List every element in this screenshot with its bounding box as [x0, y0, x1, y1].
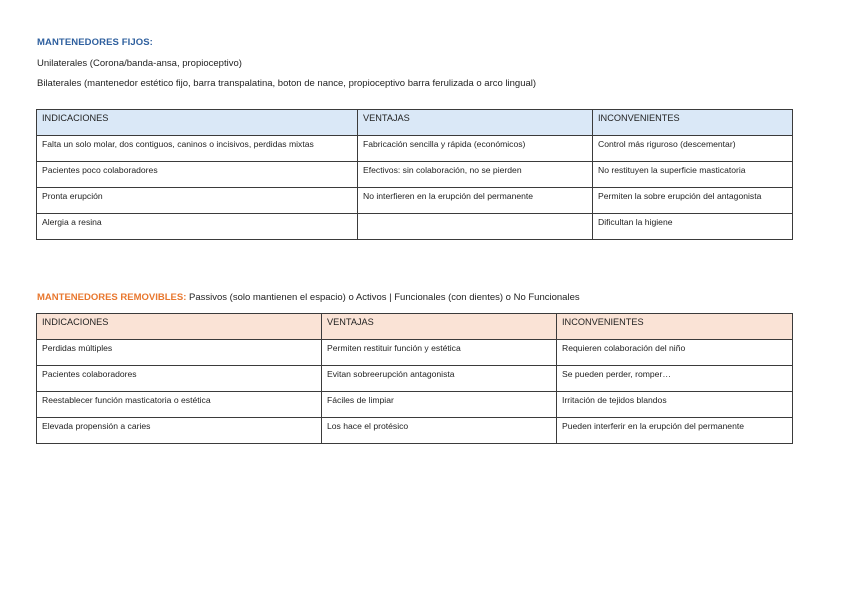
table-cell: Elevada propensión a caries — [37, 418, 322, 444]
table-cell: Alergia a resina — [37, 214, 358, 240]
table-cell: Evitan sobreerupción antagonista — [322, 366, 557, 392]
table-cell: Pacientes colaboradores — [37, 366, 322, 392]
table-cell: Permiten la sobre erupción del antagonista — [593, 188, 793, 214]
table-cell: Falta un solo molar, dos contiguos, caninos o incisivos, perdidas mixtas — [37, 136, 358, 162]
table-row — [37, 188, 793, 214]
table-cell: Requieren colaboración del niño — [557, 340, 793, 366]
table-cell: Pronta erupción — [37, 188, 358, 214]
table-cell: Dificultan la higiene — [593, 214, 793, 240]
table-header-row — [37, 110, 793, 136]
table-row — [37, 392, 793, 418]
table-row — [37, 136, 793, 162]
table-row — [37, 366, 793, 392]
table-cell: Permiten restituir función y estética — [322, 340, 557, 366]
fixed-section-heading: MANTENEDORES FIJOS: — [37, 37, 153, 48]
table-cell: Irritación de tejidos blandos — [557, 392, 793, 418]
removable-heading-label: MANTENEDORES REMOVIBLES: — [37, 292, 187, 303]
table-cell: Control más riguroso (descementar) — [593, 136, 793, 162]
header-inconvenientes: INCONVENIENTES — [593, 110, 793, 136]
table-cell — [358, 214, 593, 240]
table-cell: Fáciles de limpiar — [322, 392, 557, 418]
table-cell: No restituyen la superficie masticatoria — [593, 162, 793, 188]
header-ventajas: VENTAJAS — [358, 110, 593, 136]
table-header-row — [37, 314, 793, 340]
header-indicaciones: INDICACIONES — [37, 314, 322, 340]
table-cell: Los hace el protésico — [322, 418, 557, 444]
removable-maintainers-table — [36, 313, 793, 444]
table-cell: Fabricación sencilla y rápida (económicos) — [358, 136, 593, 162]
removable-section-heading — [37, 292, 580, 303]
table-cell: Reestablecer función masticatoria o estética — [37, 392, 322, 418]
bilateral-line: Bilaterales (mantenedor estético fijo, barra transpalatina, boton de nance, propioceptivo barra ferulizada o arco lingual) — [37, 78, 537, 89]
table-cell: Perdidas múltiples — [37, 340, 322, 366]
unilateral-line: Unilaterales (Corona/banda-ansa, propioceptivo) — [37, 58, 242, 69]
fixed-maintainers-table — [36, 109, 793, 240]
table-cell: Efectivos: sin colaboración, no se pierden — [358, 162, 593, 188]
header-indicaciones: INDICACIONES — [37, 110, 358, 136]
removable-heading-description: Passivos (solo mantienen el espacio) o Activos | Funcionales (con dientes) o No Funcionales — [186, 292, 580, 303]
table-row — [37, 162, 793, 188]
table-cell: Pacientes poco colaboradores — [37, 162, 358, 188]
table-cell: No interfieren en la erupción del permanente — [358, 188, 593, 214]
header-inconvenientes: INCONVENIENTES — [557, 314, 793, 340]
table-cell: Se pueden perder, romper… — [557, 366, 793, 392]
table-row — [37, 418, 793, 444]
table-row — [37, 340, 793, 366]
table-row — [37, 214, 793, 240]
header-ventajas: VENTAJAS — [322, 314, 557, 340]
table-cell: Pueden interferir en la erupción del permanente — [557, 418, 793, 444]
